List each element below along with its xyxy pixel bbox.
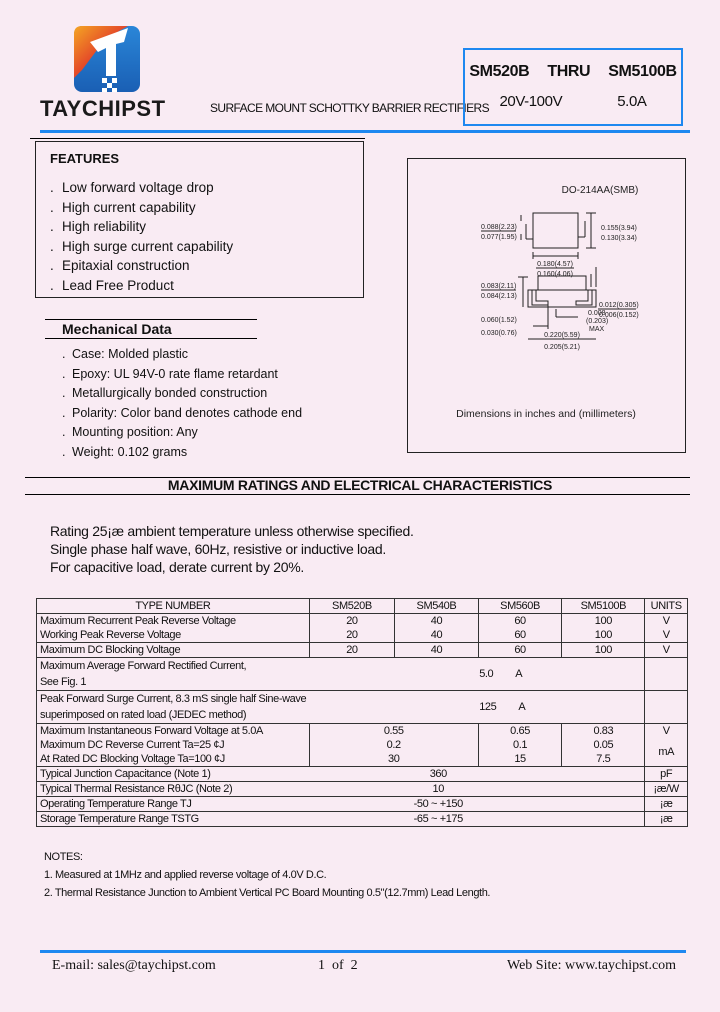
note-item: 1. Measured at 1MHz and applied reverse voltage of 4.0V D.C.: [44, 869, 327, 881]
svg-text:0.012(0.305): 0.012(0.305): [599, 302, 639, 309]
svg-text:0.220(5.59): 0.220(5.59): [544, 332, 580, 339]
table-row: Peak Forward Surge Current, 8.3 mS single half Sine-wave superimposed on rated load (JEDEC method) 125 A: [37, 691, 688, 724]
dimensions-caption: Dimensions in inches and (millimeters): [456, 408, 636, 420]
svg-text:MAX: MAX: [589, 326, 605, 333]
feature-item: . Low forward voltage drop: [50, 180, 214, 195]
table-row: Storage Temperature Range TSTG -65 ~ +175 ¡æ: [37, 812, 688, 827]
feature-item: . Lead Free Product: [50, 277, 174, 293]
section-rule-bottom: [25, 494, 690, 495]
footer-website[interactable]: Web Site: www.taychipst.com: [507, 958, 677, 973]
mech-rule-bottom: [45, 338, 257, 339]
svg-text:0.008: 0.008: [588, 310, 606, 317]
features-title: FEATURES: [50, 151, 120, 166]
note-item: 2. Thermal Resistance Junction to Ambient Vertical PC Board Mounting 0.5"(12.7mm) Lead Length.: [44, 887, 491, 899]
features-box: [35, 141, 364, 298]
rating-note: For capacitive load, derate current by 20%.: [50, 559, 305, 575]
package-outline-drawing: [408, 159, 685, 452]
feature-item: . High surge current capability: [50, 238, 234, 254]
mech-item: . Weight: 0.102 grams: [62, 444, 188, 459]
part-number-box: [463, 48, 683, 126]
svg-text:0.160(4.06): 0.160(4.06): [537, 271, 573, 278]
svg-text:0.155(3.94): 0.155(3.94): [601, 225, 637, 232]
features-top-rule: [30, 138, 365, 139]
mechanical-list: [62, 345, 302, 462]
table-row: Maximum Instantaneous Forward Voltage at 5.0A 0.55 0.65 0.83 V: [37, 724, 688, 739]
svg-text:0.205(5.21): 0.205(5.21): [544, 344, 580, 351]
page-number: 1 of 2: [318, 958, 358, 973]
table-row: Maximum Average Forward Rectified Current, See Fig. 1 5.0 A: [37, 658, 688, 691]
table-row: At Rated DC Blocking Voltage Ta=100 ¢J 30 15 7.5: [37, 752, 688, 767]
rating-note: Rating 25¡æ ambient temperature unless otherwise specified.: [50, 523, 414, 539]
mech-rule-top: [45, 319, 257, 320]
table-row: Maximum DC Reverse Current Ta=25 ¢J 0.2 0.1 0.05 mA: [37, 738, 688, 752]
table-row: Typical Thermal Resistance RθJC (Note 2) 10 ¡æ/W: [37, 782, 688, 797]
brand-name: TAYCHIPST: [40, 96, 166, 121]
notes-title: NOTES:: [44, 851, 83, 863]
svg-text:0.006(0.152): 0.006(0.152): [599, 312, 639, 319]
company-logo: [72, 20, 142, 95]
ratings-table: [36, 598, 688, 827]
part-range: SM520B THRU SM5100B: [469, 63, 677, 80]
mech-item: . Metallurgically bonded construction: [62, 386, 268, 400]
mech-item: . Polarity: Color band denotes cathode end: [62, 405, 303, 420]
feature-item: . High current capability: [50, 199, 196, 215]
package-diagram: [407, 158, 686, 453]
rating-summary: 20V-100V 5.0A: [499, 93, 647, 110]
product-subtitle: SURFACE MOUNT SCHOTTKY BARRIER RECTIFIERS: [210, 101, 489, 115]
svg-text:0.030(0.76): 0.030(0.76): [481, 330, 517, 337]
table-row: Maximum DC Blocking Voltage 20 40 60 100 V: [37, 643, 688, 658]
package-name: DO-214AA(SMB): [561, 185, 639, 196]
svg-text:0.180(4.57): 0.180(4.57): [537, 261, 573, 268]
svg-text:0.130(3.34): 0.130(3.34): [601, 235, 637, 242]
table-row: Working Peak Reverse Voltage 20 40 60 100 V: [37, 628, 688, 643]
header-divider: [40, 130, 690, 133]
features-list: [50, 178, 233, 295]
svg-text:0.077(1.95): 0.077(1.95): [481, 234, 517, 241]
footer-email[interactable]: E-mail: sales@taychipst.com: [52, 958, 216, 973]
table-row: Maximum Recurrent Peak Reverse Voltage 20 40 60 100 V: [37, 614, 688, 629]
footer-divider: [40, 950, 686, 953]
svg-text:0.084(2.13): 0.084(2.13): [481, 293, 517, 300]
mechanical-title: Mechanical Data: [62, 321, 172, 337]
mech-item: . Epoxy: UL 94V-0 rate flame retardant: [62, 366, 278, 381]
mech-item: . Mounting position: Any: [62, 425, 198, 439]
feature-item: . High reliability: [50, 219, 147, 234]
feature-item: . Epitaxial construction: [50, 258, 190, 273]
svg-text:0.083(2.11): 0.083(2.11): [481, 283, 517, 290]
table-header-row: TYPE NUMBER SM520B SM540B SM560B SM5100B UNITS: [37, 599, 688, 614]
svg-text:0.060(1.52): 0.060(1.52): [481, 317, 517, 324]
table-row: Operating Temperature Range TJ -50 ~ +150 ¡æ: [37, 797, 688, 812]
mech-item: . Case: Molded plastic: [62, 347, 189, 361]
rating-note: Single phase half wave, 60Hz, resistive or inductive load.: [50, 541, 386, 557]
svg-text:0.088(2.23): 0.088(2.23): [481, 224, 517, 231]
section-title: MAXIMUM RATINGS AND ELECTRICAL CHARACTERISTICS: [167, 477, 553, 493]
table-row: Typical Junction Capacitance (Note 1) 360 pF: [37, 767, 688, 782]
svg-text:(0.203): (0.203): [586, 318, 609, 325]
